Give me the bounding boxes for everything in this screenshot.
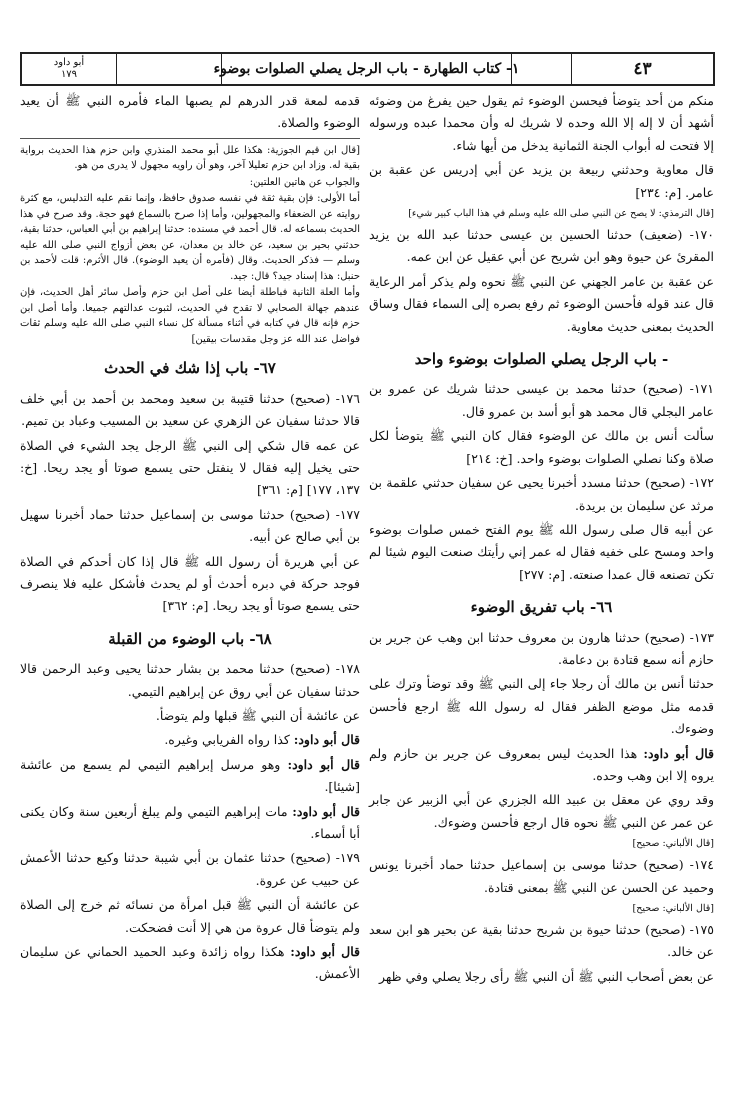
chapter-heading: ٦٦- باب تفريق الوضوء	[470, 598, 613, 617]
paragraph: عن عائشة أن النبي ﷺ قبل امرأة من نسائه ثم خرج إلى الصلاة ولم يتوضأ قال عروة من هي إلا أنت فضحكت.	[20, 897, 360, 935]
header-ref-number: ١٧٩	[60, 69, 78, 80]
paragraph: قال معاوية وحدثني ربيعة بن يزيد عن أبي إدريس عن عقبة بن عامر. [م: ٢٣٤]	[369, 162, 714, 200]
header-spacer	[512, 54, 572, 84]
note-paragraph: [قال ابن قيم الجوزية: هكذا علل أبو محمد المنذري وابن حزم هذا الحديث برواية بقية له. وزاد ابن حزم تعليلا آخر، وهو أن راويه مجهول لا يدرى من هو.	[20, 144, 360, 172]
note-paragraph: والجواب عن هاتين العلتين:	[249, 176, 360, 188]
commentary-note	[20, 143, 360, 348]
header-ref-source: أبو داود	[53, 57, 85, 68]
page-header	[20, 52, 715, 86]
paragraph: وقد روي عن معقل بن عبيد الله الجزري عن أبي الزبير عن جابر عن عمر عن النبي ﷺ نحوه قال ارجع فأحسن وضوءك.	[369, 792, 714, 830]
paragraph: عن بعض أصحاب النبي ﷺ أن النبي ﷺ رأى رجلا يصلي وفي ظهر	[379, 968, 714, 984]
note-paragraph: وأما العلة الثانية فباطلة أيضا على أصل ابن حزم وأصل سائر أهل الحديث، فإن عندهم جهالة الصحابي لا تقدح في الحديث، لثبوت عدالتهم جميعا. وأما أصل ابن حزم فإنه قال في كتابه في أثناء مسألة كل نساء النبي صلى الله عليه وسلم ثقات فواضل عند الله عز وجل مقدسات بيقين]	[20, 287, 360, 345]
hadith-170: ١٧٠- (ضعيف) حدثنا الحسين بن عيسى حدثنا عبد الله بن يزيد المقرئ عن حيوة وهو ابن شريح عن أبي عقيل عن ابن عمه.	[369, 227, 714, 265]
footnote: [قال الترمذي: لا يصح عن النبي صلى الله عليه وسلم في هذا الباب كبير شيء]	[408, 208, 714, 220]
paragraph: سألت أنس بن مالك عن الوضوء فقال كان النبي ﷺ يتوضأ لكل صلاة وكنا نصلي الصلوات بوضوء واحد. [خ: ٢١٤]	[369, 428, 714, 466]
paragraph: عن عقبة بن عامر الجهني عن النبي ﷺ نحوه ولم يذكر أمر الرعاية قال عند قوله فأحسن الوضوء ثم رفع بصره إلى السماء فقال وساق الحديث بمعنى حديث معاوية.	[369, 273, 714, 334]
footnote: [قال الألباني: صحيح]	[632, 838, 714, 850]
hadith-179: ١٧٩- (صحيح) حدثنا عثمان بن أبي شيبة حدثنا وكيع حدثنا الأعمش عن حبيب عن عروة.	[20, 850, 360, 888]
paragraph: حدثنا أنس بن مالك أن رجلا جاء إلى النبي ﷺ وقد توضأ وترك على قدمه مثل موضع الظفر فقال له رسول الله ﷺ ارجع فأحسن وضوءك.	[369, 676, 714, 737]
paragraph: عن أبيه قال صلى رسول الله ﷺ يوم الفتح خمس صلوات بوضوء واحد ومسح على خفيه فقال له عمر إني رأيتك صنعت اليوم شيئا لم تكن تصنعه قال عمدا صنعته. [م: ٢٧٧]	[369, 521, 714, 582]
paragraph	[20, 941, 360, 986]
footnote: [قال الألباني: صحيح]	[632, 903, 714, 914]
header-reference	[22, 54, 117, 84]
chapter-heading: ٦٧- باب إذا شك في الحدث	[104, 359, 276, 378]
paragraph-text: وهو مرسل إبراهيم التيمي لم يسمع من عائشة [شيئا].	[20, 756, 360, 795]
paragraph	[20, 729, 360, 751]
paragraph: عن أبي هريرة أن رسول الله ﷺ قال إذا كان أحدكم في الصلاة فوجد حركة في دبره أحدث أو لم يحدث فأشكل عليه فلا ينصرف حتى يسمع صوتا أو يجد ريحا. [م: ٣٦٢]	[20, 553, 360, 614]
header-spacer	[117, 54, 222, 84]
paragraph: عن عمه قال شكي إلى النبي ﷺ الرجل يجد الشيء في الصلاة حتى يخيل إليه فقال لا ينفتل حتى يسمع صوتا أو يجد ريحا. [خ: ١٣٧، ١٧٧] [م: ٣٦١]	[20, 437, 360, 498]
hadith-177: ١٧٧- (صحيح) حدثنا موسى بن إسماعيل حدثنا حماد أخبرنا سهيل بن أبي صالح عن أبيه.	[20, 506, 360, 545]
hadith-176: ١٧٦- (صحيح) حدثنا قتيبة بن سعيد ومحمد بن أحمد بن أبي خلف قالا حدثنا سفيان عن الزهري عن سعيد بن المسيب وعباد بن تميم.	[20, 390, 360, 429]
paragraph-text: مات إبراهيم التيمي ولم يبلغ أربعين سنة وكان يكنى أبا أسماء.	[20, 803, 360, 842]
chapter-heading: - باب الرجل يصلي الصلوات بوضوء واحد	[414, 350, 669, 369]
abu-dawud-label: قال أبو داود:	[292, 803, 360, 819]
paragraph: قدمه لمعة قدر الدرهم لم يصبها الماء فأمره النبي ﷺ أن يعيد الوضوء والصلاة.	[20, 93, 360, 131]
paragraph: منكم من أحد يتوضأ فيحسن الوضوء ثم يقول حين يفرغ من وضوئه أشهد أن لا إله إلا الله وحده لا شريك له وأن محمدا عبده ورسوله إلا فتحت له أبواب الجنة الثمانية يدخل من أيها شاء.	[369, 93, 714, 153]
abu-dawud-label: قال أبو داود:	[293, 732, 360, 748]
hadith-171: ١٧١- (صحيح) حدثنا محمد بن عيسى حدثنا شريك عن عمرو بن عامر البجلي قال محمد هو أبو أسد بن عمرو قال.	[369, 381, 714, 419]
hadith-174: ١٧٤- (صحيح) حدثنا موسى بن إسماعيل حدثنا حماد أخبرنا يونس وحميد عن الحسن عن النبي ﷺ بمعنى قتادة.	[369, 857, 714, 895]
paragraph	[20, 754, 360, 799]
hadith-178: ١٧٨- (صحيح) حدثنا محمد بن بشار حدثنا يحيى وعبد الرحمن قالا حدثنا سفيان عن أبي روق عن إبراهيم التيمي.	[20, 661, 360, 699]
page-number: ٤٣	[633, 59, 652, 79]
abu-dawud-label: قال أبو داود:	[290, 944, 360, 960]
hadith-172: ١٧٢- (صحيح) حدثنا مسدد أخبرنا يحيى عن سفيان حدثني علقمة بن مرثد عن سليمان بن بريدة.	[369, 475, 714, 513]
paragraph	[20, 801, 360, 846]
paragraph	[369, 743, 714, 788]
divider	[20, 138, 360, 139]
paragraph: عن عائشة أن النبي ﷺ قبلها ولم يتوضأ.	[155, 708, 360, 723]
hadith-175: ١٧٥- (صحيح) حدثنا حيوة بن شريح حدثنا بقية عن بحير هو ابن سعد عن خالد.	[369, 922, 714, 960]
right-column	[369, 90, 714, 1090]
abu-dawud-label: قال أبو داود:	[287, 756, 360, 772]
paragraph-text: كذا رواه الفريابي وغيره.	[164, 732, 290, 748]
header-title: ١- كتاب الطهارة - باب الرجل يصلي الصلوات بوضوء	[222, 54, 512, 84]
paragraph-text: هكذا رواه زائدة وعبد الحميد الحماني عن سليمان الأعمش.	[20, 944, 360, 982]
left-column	[20, 90, 360, 1090]
paragraph-text: هذا الحديث ليس بمعروف عن جرير بن حازم ولم يروه إلا ابن وهب وحده.	[369, 745, 714, 783]
note-paragraph: أما الأولى: فإن بقية ثقة في نفسه صدوق حافظ، وإنما نقم عليه التدليس، مع كثرة روايته عن الضعفاء والمجهولين، وأما إذا صرح بالسماع فهو حجة. وقد صرح في هذا الحديث بسماعه له. قال أحمد في مسنده: حدثنا إبراهيم بن أبي العباس، حدثنا بقية، حدثني بحير بن سعيد، عن خالد بن معدان، عن بعض أزواج النبي صلى الله عليه وسلم — فذكر الحديث. وقال (فأمره أن يعيد الوضوء). قال الأثرم: قلت لأحمد بن حنبل: هذا إسناد جيد؟ قال: جيد.	[20, 193, 360, 282]
abu-dawud-label: قال أبو داود:	[643, 745, 714, 761]
chapter-heading: ٦٨- باب الوضوء من القبلة	[108, 629, 272, 648]
hadith-173: ١٧٣- (صحيح) حدثنا هارون بن معروف حدثنا ابن وهب عن جرير بن حازم أنه سمع قتادة بن دعامة.	[369, 629, 714, 667]
